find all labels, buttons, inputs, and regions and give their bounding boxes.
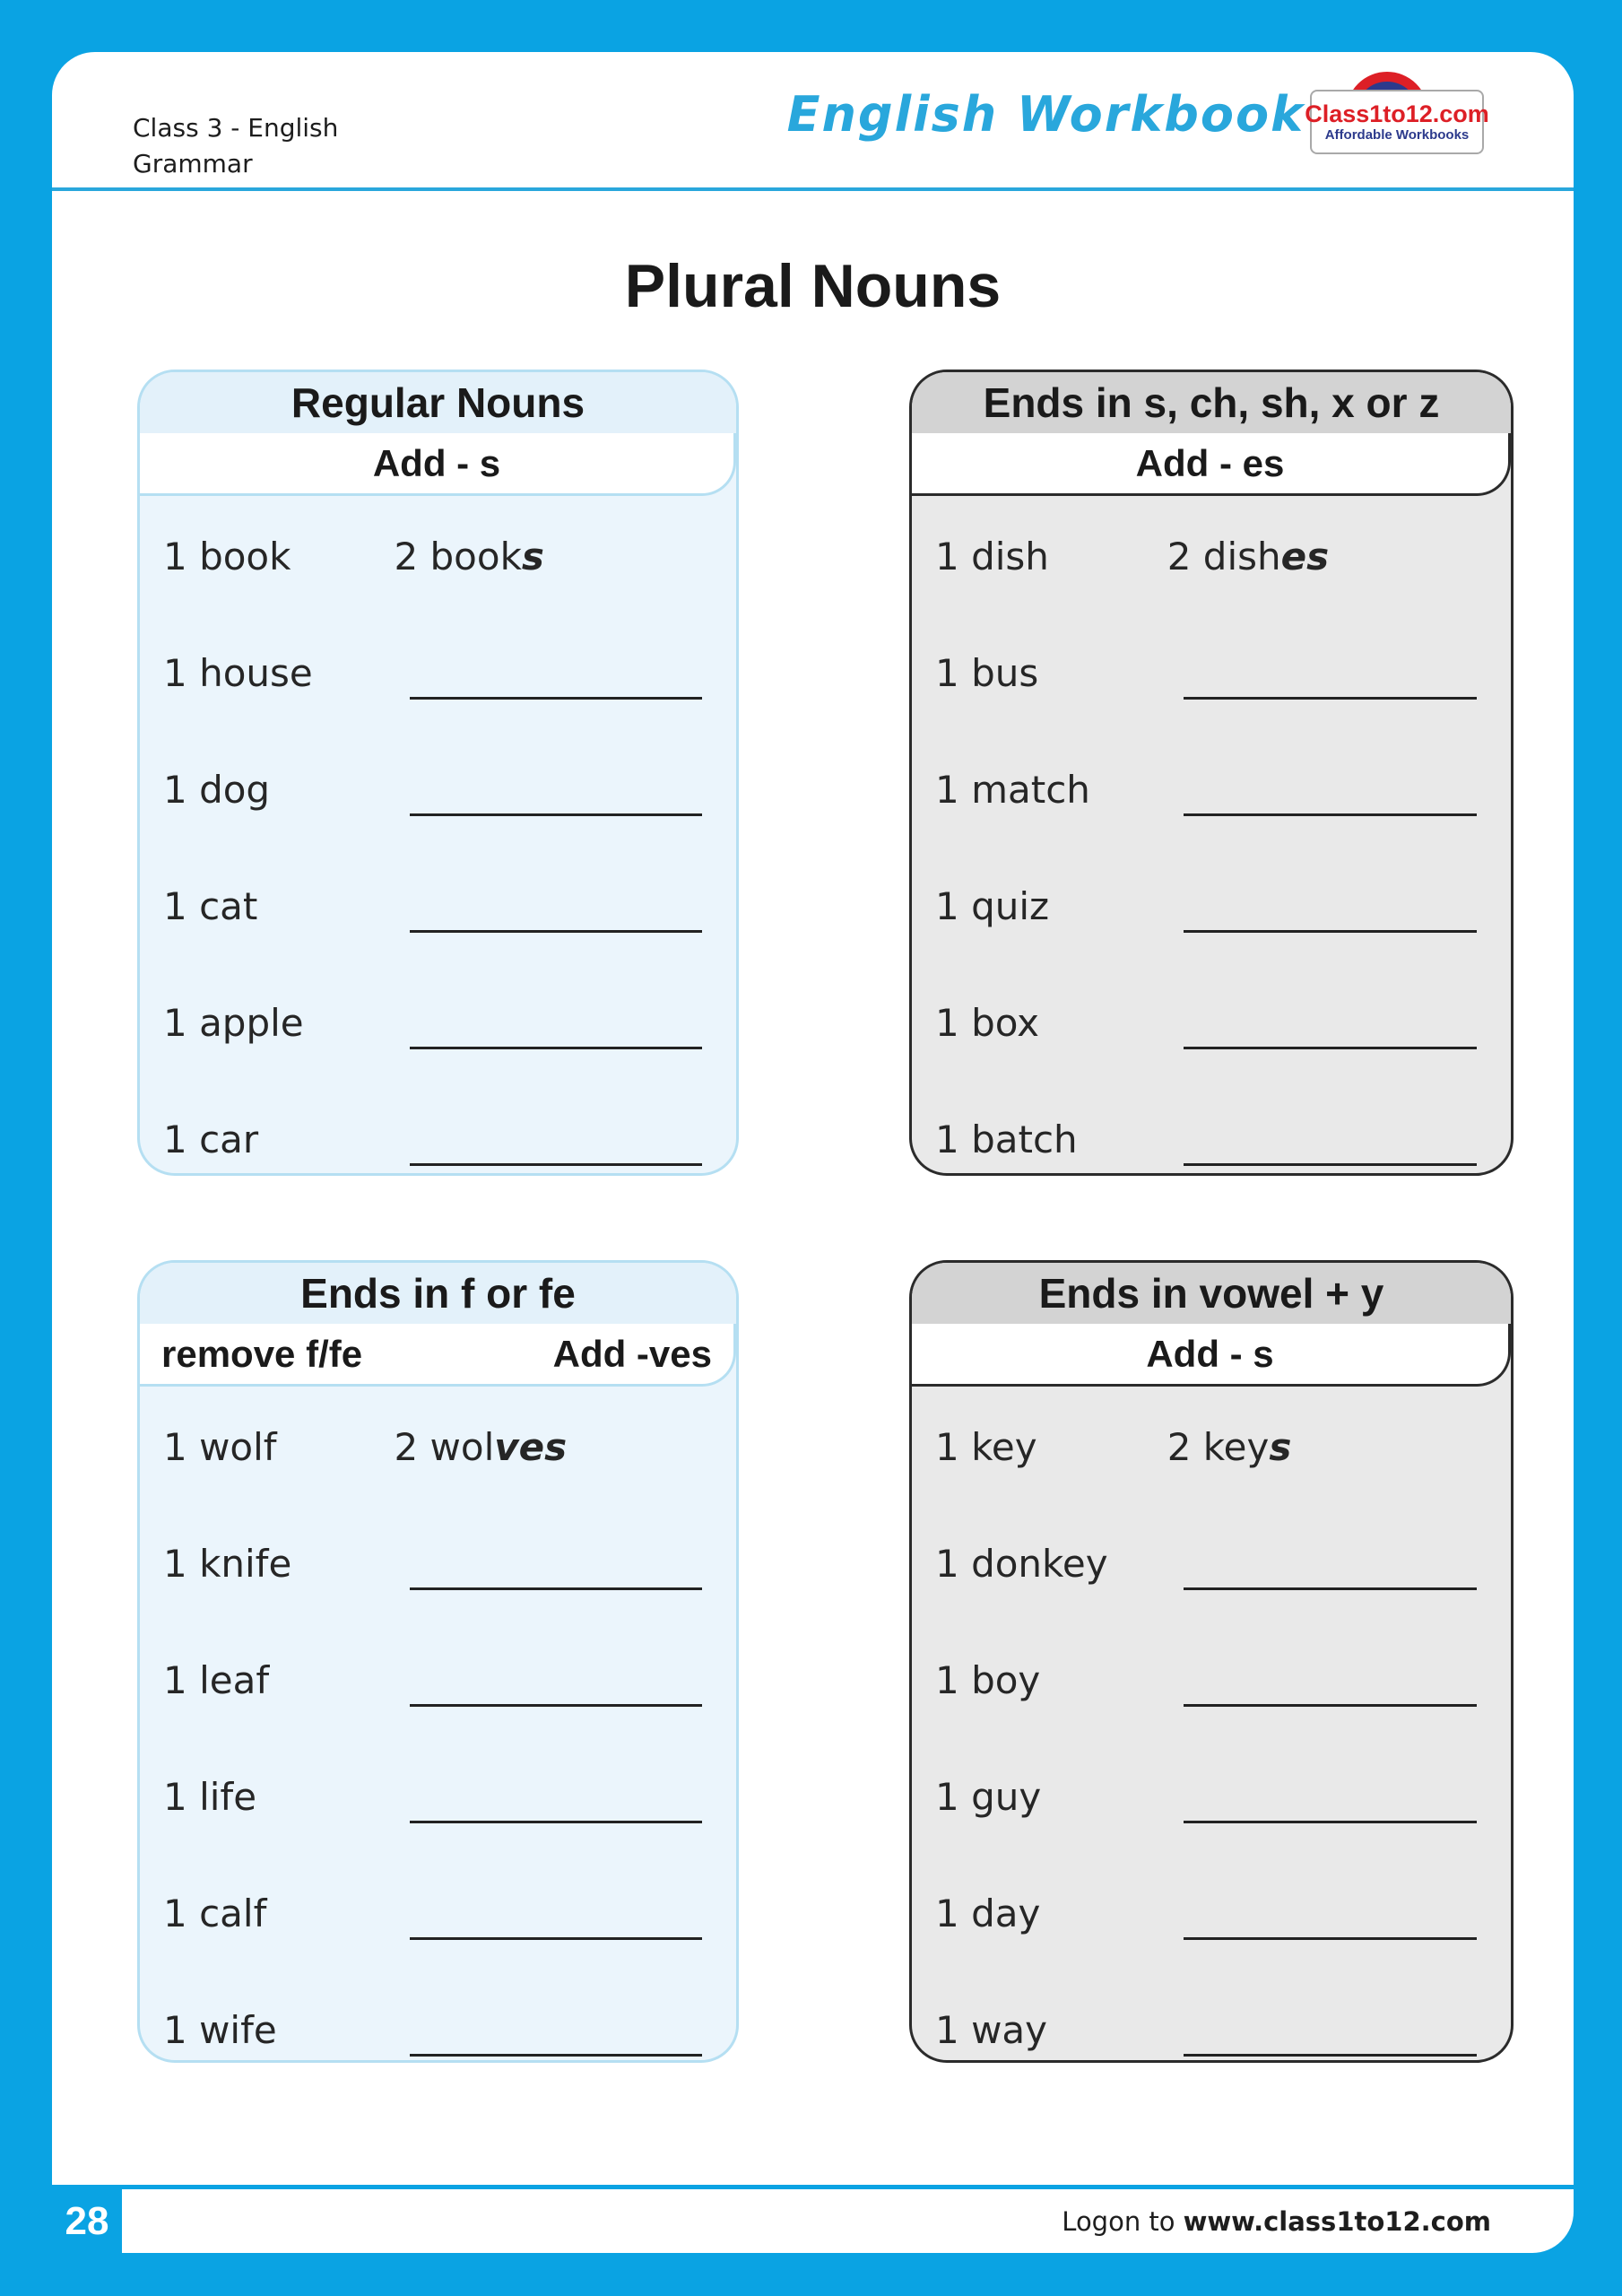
practice-row — [163, 1505, 713, 1622]
practice-row — [935, 731, 1488, 848]
logo-badge — [1305, 90, 1489, 154]
singular-noun: 1 car — [163, 1117, 259, 1161]
singular-noun: 1 guy — [935, 1774, 1042, 1819]
practice-row — [935, 1505, 1488, 1622]
card-title: Ends in f or fe — [140, 1263, 736, 1324]
answer-blank-line — [1184, 1821, 1477, 1823]
answer-blank-line — [1184, 813, 1477, 816]
example-row — [935, 1388, 1488, 1505]
card-title: Ends in s, ch, sh, x or z — [912, 372, 1511, 433]
card-rule — [912, 1324, 1511, 1387]
rule-card — [137, 370, 739, 1176]
logo-title: Class1to12.com — [1305, 100, 1489, 128]
card-title: Regular Nouns — [140, 372, 736, 433]
plural-stem: 2 book — [394, 534, 522, 578]
footer-bar — [122, 2189, 1574, 2253]
answer-blank-line — [1184, 1937, 1477, 1940]
plural-answer — [1167, 535, 1329, 578]
plural-suffix: s — [1269, 1424, 1292, 1469]
singular-noun: 1 boy — [935, 1657, 1041, 1702]
card-rule — [140, 1324, 736, 1387]
rule-card — [909, 370, 1514, 1176]
practice-row — [935, 614, 1488, 731]
example-row — [163, 498, 713, 614]
practice-row — [163, 964, 713, 1081]
singular-noun: 1 match — [935, 767, 1090, 812]
workbook-title: English Workbook — [786, 86, 1305, 143]
singular-noun: 1 day — [935, 1891, 1041, 1935]
singular-noun: 1 donkey — [935, 1541, 1108, 1586]
card-rule-center: Add - es — [1135, 441, 1285, 484]
card-body — [140, 496, 736, 1176]
practice-row — [935, 848, 1488, 964]
answer-blank-line — [410, 2054, 702, 2057]
singular-noun: 1 way — [935, 2007, 1048, 2052]
answer-blank-line — [410, 1937, 702, 1940]
answer-blank-line — [410, 1163, 702, 1166]
card-rule — [140, 433, 736, 496]
answer-blank-line — [410, 1821, 702, 1823]
singular-noun: 1 book — [163, 534, 291, 578]
singular-noun: 1 life — [163, 1774, 257, 1819]
page-number: 28 — [65, 2199, 109, 2243]
practice-row — [935, 964, 1488, 1081]
answer-blank-line — [1184, 930, 1477, 933]
logo-subtitle: Affordable Workbooks — [1324, 126, 1470, 143]
plural-answer — [1167, 1425, 1292, 1469]
singular-noun: 1 bus — [935, 650, 1039, 695]
logon-url: www.class1to12.com — [1183, 2205, 1491, 2237]
header-divider — [52, 187, 1574, 191]
answer-blank-line — [1184, 697, 1477, 700]
singular-noun: 1 calf — [163, 1891, 267, 1935]
card-body — [912, 1387, 1511, 2063]
answer-blank-line — [1184, 1704, 1477, 1707]
cards-grid — [137, 370, 1514, 2063]
card-rule-center: Add - s — [1146, 1332, 1274, 1375]
practice-row — [163, 614, 713, 731]
answer-blank-line — [1184, 1163, 1477, 1166]
card-rule-left: remove f/fe — [161, 1332, 363, 1375]
practice-row — [935, 1971, 1488, 2063]
plural-suffix: ves — [494, 1424, 568, 1469]
answer-blank-line — [410, 930, 702, 933]
singular-noun: 1 leaf — [163, 1657, 270, 1702]
practice-row — [163, 1971, 713, 2063]
practice-row — [163, 1855, 713, 1971]
singular-noun: 1 house — [163, 650, 313, 695]
plural-stem: 2 dish — [1167, 534, 1281, 578]
worksheet-sheet — [52, 52, 1574, 2185]
example-row — [935, 498, 1488, 614]
singular-noun: 1 wolf — [163, 1424, 277, 1469]
rule-card — [909, 1260, 1514, 2063]
practice-row — [163, 731, 713, 848]
page-title: Plural Nouns — [624, 252, 1002, 320]
card-body — [912, 496, 1511, 1176]
practice-row — [935, 1622, 1488, 1738]
card-rule — [912, 433, 1511, 496]
answer-blank-line — [410, 1047, 702, 1049]
card-rule-center: Add - s — [372, 441, 501, 484]
singular-noun: 1 dog — [163, 767, 271, 812]
answer-blank-line — [410, 697, 702, 700]
singular-noun: 1 key — [935, 1424, 1037, 1469]
answer-blank-line — [1184, 2054, 1477, 2057]
plural-answer — [394, 1425, 567, 1469]
answer-blank-line — [410, 1587, 702, 1590]
singular-noun: 1 batch — [935, 1117, 1078, 1161]
singular-noun: 1 quiz — [935, 883, 1050, 928]
card-body — [140, 1387, 736, 2063]
class-label: Class 3 - English — [133, 113, 339, 143]
card-title: Ends in vowel + y — [912, 1263, 1511, 1324]
class1to12-logo — [1294, 39, 1527, 183]
subject-label: Grammar — [133, 149, 253, 178]
answer-blank-line — [1184, 1587, 1477, 1590]
practice-row — [935, 1081, 1488, 1176]
plural-suffix: es — [1280, 534, 1330, 578]
singular-noun: 1 cat — [163, 883, 258, 928]
practice-row — [163, 1738, 713, 1855]
practice-row — [163, 848, 713, 964]
example-row — [163, 1388, 713, 1505]
logon-label: Logon to — [1062, 2205, 1175, 2237]
practice-row — [935, 1738, 1488, 1855]
plural-stem: 2 key — [1167, 1424, 1270, 1469]
answer-blank-line — [410, 1704, 702, 1707]
rule-card — [137, 1260, 739, 2063]
practice-row — [163, 1622, 713, 1738]
practice-row — [935, 1855, 1488, 1971]
answer-blank-line — [410, 813, 702, 816]
practice-row — [163, 1081, 713, 1176]
singular-noun: 1 box — [935, 1000, 1039, 1045]
plural-answer — [394, 535, 543, 578]
singular-noun: 1 wife — [163, 2007, 277, 2052]
card-rule-right: Add -ves — [552, 1332, 712, 1375]
singular-noun: 1 dish — [935, 534, 1049, 578]
answer-blank-line — [1184, 1047, 1477, 1049]
plural-suffix: s — [521, 534, 544, 578]
singular-noun: 1 knife — [163, 1541, 292, 1586]
plural-stem: 2 wol — [394, 1424, 495, 1469]
singular-noun: 1 apple — [163, 1000, 304, 1045]
